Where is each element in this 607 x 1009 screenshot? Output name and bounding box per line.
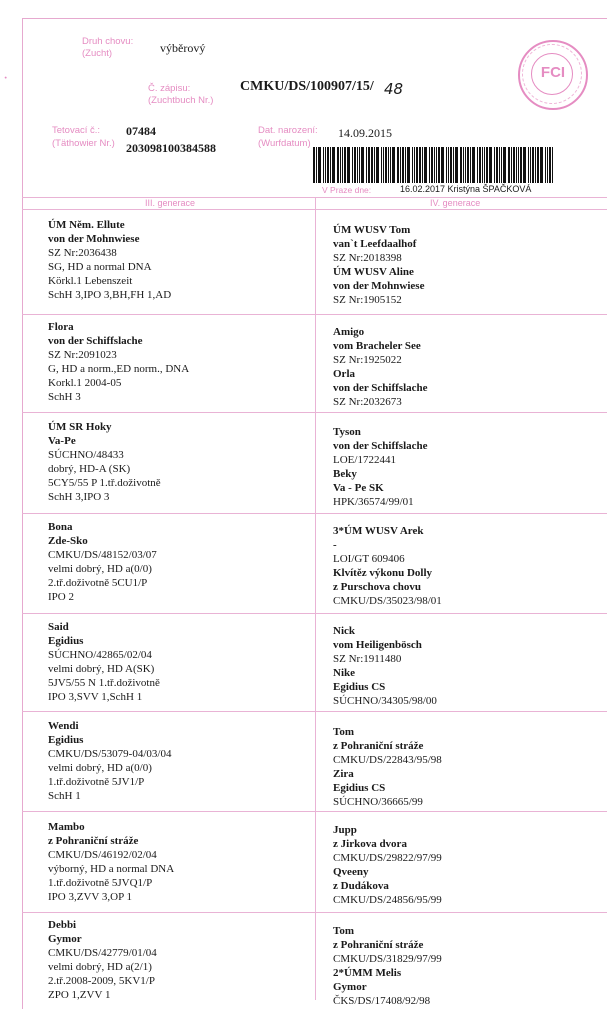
barcode (313, 147, 598, 183)
dog-detail: vom Heiligenbösch (333, 639, 422, 651)
dog-detail: velmi dobrý, HD a(0/0) (48, 563, 152, 575)
birth-label: Dat. narození: (258, 125, 318, 136)
row-divider (22, 811, 607, 812)
dog-name: ÚM WUSV Aline (333, 266, 414, 278)
left-ancestor-2 (48, 320, 189, 404)
barcode-bar (436, 147, 437, 183)
barcode-bar (354, 147, 356, 183)
barcode-bar (494, 147, 495, 183)
dog-detail: CMKU/DS/31829/97/99 (333, 953, 442, 965)
dog-name: Debbi (48, 919, 77, 931)
dog-detail: SÚCHNO/36665/99 (333, 796, 423, 808)
barcode-bar (347, 147, 350, 183)
dog-name: Bona (48, 521, 73, 533)
dog-detail: CMKU/DS/48152/03/07 (48, 549, 157, 561)
left-ancestor-7 (48, 820, 174, 904)
row-divider (22, 513, 607, 514)
dog-detail: LOI/GT 609406 (333, 553, 405, 565)
barcode-bar (414, 147, 415, 183)
barcode-bar (402, 147, 404, 183)
barcode-bar (359, 147, 360, 183)
right-ancestor-7 (333, 823, 442, 907)
dog-detail: CMKU/DS/53079-04/03/04 (48, 748, 172, 760)
barcode-bar (530, 147, 531, 183)
right-ancestor-6 (333, 725, 442, 809)
dog-name: Nike (333, 667, 355, 679)
dog-detail: výborný, HD a normal DNA (48, 863, 175, 875)
barcode-bar (412, 147, 413, 183)
barcode-bar (450, 147, 452, 183)
barcode-bar (455, 147, 458, 183)
dog-detail: CMKU/DS/22843/95/98 (333, 754, 442, 766)
barcode-bar (552, 147, 553, 183)
barcode-bar (385, 147, 387, 183)
gen3-label: III. generace (145, 198, 196, 208)
barcode-bar (465, 147, 466, 183)
barcode-bar (479, 147, 481, 183)
dog-name: Beky (333, 468, 357, 480)
barcode-bar (470, 147, 471, 183)
dog-detail: HPK/36574/99/01 (333, 496, 414, 508)
barcode-bar (438, 147, 440, 183)
barcode-bar (518, 147, 519, 183)
dog-detail: SchH 3,IPO 3 (48, 491, 110, 503)
dog-name: Nick (333, 625, 355, 637)
barcode-bar (381, 147, 382, 183)
dog-detail: SG, HD a normal DNA (48, 261, 152, 273)
barcode-bar (325, 147, 326, 183)
left-ancestor-5 (48, 620, 160, 704)
barcode-bar (463, 147, 464, 183)
tattoo-label: Tetovací č.: (52, 125, 101, 136)
barcode-bar (368, 147, 370, 183)
dog-name: Said (48, 621, 69, 633)
dog-detail: von der Schiffslache (48, 335, 143, 347)
dog-detail: 1.tř.doživotně 5JV1/P (48, 776, 145, 788)
right-ancestor-8 (333, 924, 442, 1008)
barcode-bar (453, 147, 454, 183)
dog-detail: Körkl.1 Lebenszeit (48, 275, 133, 287)
dog-name: ÚM Něm. Ellute (48, 219, 125, 231)
dog-detail: SZ Nr:2091023 (48, 349, 117, 361)
dog-detail: von der Schiffslache (333, 382, 428, 394)
dog-detail: SchH 1 (48, 790, 81, 802)
left-ancestor-8 (48, 918, 157, 1002)
barcode-bar (330, 147, 331, 183)
dog-detail: Egidius (48, 635, 84, 647)
studbook-handwritten: 48 (384, 80, 404, 98)
right-ancestor-1 (333, 223, 424, 307)
dog-detail: von der Mohnwiese (333, 280, 425, 292)
dog-detail: CMKU/DS/24856/95/99 (333, 894, 442, 906)
dog-detail: vom Bracheler See (333, 340, 421, 352)
barcode-bar (547, 147, 548, 183)
barcode-bar (400, 147, 401, 183)
dog-name: Jupp (333, 824, 357, 836)
barcode-bar (383, 147, 384, 183)
dog-detail: 5JV5/55 N 1.tř.doživotně (48, 677, 160, 689)
barcode-bar (407, 147, 410, 183)
dog-detail: CMKU/DS/29822/97/99 (333, 852, 442, 864)
dog-detail: van`t Leefdaalhof (333, 238, 417, 250)
barcode-bar (416, 147, 418, 183)
barcode-bar (392, 147, 395, 183)
dog-detail: Va - Pe SK (333, 482, 384, 494)
dog-name: Mambo (48, 821, 85, 833)
dog-name: Tom (333, 925, 354, 937)
dog-name: Orla (333, 368, 355, 380)
dog-detail: z Pohraniční stráže (333, 740, 424, 752)
dog-name: Flora (48, 321, 74, 333)
barcode-bar (388, 147, 389, 183)
barcode-bar (342, 147, 343, 183)
barcode-bar (467, 147, 469, 183)
dog-detail: - (333, 539, 337, 551)
dog-detail: CMKU/DS/35023/98/01 (333, 595, 442, 607)
right-ancestor-4 (333, 524, 442, 608)
dog-detail: SZ Nr:1925022 (333, 354, 402, 366)
dog-name: ÚM WUSV Tom (333, 224, 411, 236)
breed-label: Druh chovu: (82, 36, 134, 47)
dog-detail: 2.tř.2008-2009, 5KV1/P (48, 975, 155, 987)
dog-name: Klvítěz výkonu Dolly (333, 567, 433, 579)
barcode-bar (397, 147, 399, 183)
dog-detail: SZ Nr:2036438 (48, 247, 117, 259)
left-ancestor-4 (48, 520, 157, 604)
barcode-bar (537, 147, 539, 183)
barcode-bar (366, 147, 367, 183)
barcode-bar (327, 147, 329, 183)
column-divider (315, 197, 316, 1000)
dog-detail: von der Schiffslache (333, 440, 428, 452)
barcode-bar (318, 147, 321, 183)
barcode-bar (337, 147, 339, 183)
barcode-bar (499, 147, 500, 183)
dog-detail: Gymor (333, 981, 367, 993)
barcode-bar (434, 147, 435, 183)
scan-mark: · (3, 70, 9, 87)
dog-detail: Egidius CS (333, 782, 386, 794)
barcode-bar (489, 147, 492, 183)
dog-detail: IPO 3,ZVV 3,OP 1 (48, 891, 133, 903)
dog-name: Tom (333, 726, 354, 738)
dog-name: Wendi (48, 720, 79, 732)
dog-detail: Gymor (48, 933, 82, 945)
dog-detail: ZPO 1,ZVV 1 (48, 989, 111, 1001)
tattoo-value: 07484 (126, 124, 156, 138)
barcode-bar (332, 147, 335, 183)
breed-label-de: (Zucht) (82, 48, 113, 59)
dog-detail: z Dudákova (333, 880, 389, 892)
dog-detail: CMKU/DS/46192/02/04 (48, 849, 157, 861)
left-ancestor-6 (48, 719, 171, 803)
row-divider (22, 412, 607, 413)
barcode-bar (361, 147, 364, 183)
barcode-bar (313, 147, 315, 183)
dog-detail: z Pohraniční stráže (48, 835, 139, 847)
dog-detail: IPO 2 (48, 591, 74, 603)
dog-detail: G, HD a norm.,ED norm., DNA (48, 363, 190, 375)
dog-detail: SÚCHNO/34305/98/00 (333, 695, 437, 707)
barcode-bar (472, 147, 475, 183)
barcode-bar (482, 147, 483, 183)
barcode-bar (503, 147, 506, 183)
barcode-bar (535, 147, 536, 183)
dog-detail: SÚCHNO/48433 (48, 449, 124, 461)
barcode-bar (513, 147, 515, 183)
row-divider (22, 912, 607, 913)
dog-detail: z Purschova chovu (333, 581, 421, 593)
dog-detail: Korkl.1 2004-05 (48, 377, 122, 389)
dog-detail: 5CY5/55 P 1.tř.doživotně (48, 477, 161, 489)
dog-detail: Egidius CS (333, 681, 386, 693)
dog-detail: Va-Pe (48, 435, 76, 447)
barcode-bar (344, 147, 346, 183)
barcode-bar (516, 147, 517, 183)
dog-detail: von der Mohnwiese (48, 233, 140, 245)
dog-detail: SZ Nr:2018398 (333, 252, 402, 264)
barcode-bar (523, 147, 526, 183)
dog-name: Zira (333, 768, 354, 780)
dog-detail: velmi dobrý, HD A(SK) (48, 663, 155, 675)
barcode-bar (390, 147, 391, 183)
dog-name: Tyson (333, 426, 361, 438)
fci-seal (518, 40, 588, 110)
barcode-bar (540, 147, 543, 183)
birth-label-de: (Wurfdatum) (258, 138, 311, 149)
left-ancestor-1 (48, 218, 171, 302)
barcode-bar (429, 147, 430, 183)
studbook-label-de: (Zuchtbuch Nr.) (148, 95, 214, 106)
barcode-bar (441, 147, 444, 183)
dog-detail: SchH 3,IPO 3,BH,FH 1,AD (48, 289, 172, 301)
barcode-bar (357, 147, 358, 183)
dog-detail: Egidius (48, 734, 84, 746)
dog-detail: velmi dobrý, HD a(0/0) (48, 762, 152, 774)
right-ancestor-2 (333, 325, 428, 409)
dog-detail: IPO 3,SVV 1,SchH 1 (48, 691, 143, 703)
barcode-bar (419, 147, 421, 183)
dog-detail: SÚCHNO/42865/02/04 (48, 649, 152, 661)
barcode-bar (371, 147, 373, 183)
dog-name: 3*ÚM WUSV Arek (333, 525, 424, 537)
tattoo-label-de: (Täthowier Nr.) (52, 138, 115, 149)
dog-detail: 2.tř.doživotně 5CU1/P (48, 577, 148, 589)
barcode-bar (511, 147, 512, 183)
chip-value: 203098100384588 (126, 141, 216, 155)
fci-seal-text: FCI (540, 64, 566, 81)
barcode-bar (545, 147, 546, 183)
barcode-bar (431, 147, 433, 183)
barcode-bar (340, 147, 341, 183)
dog-detail: CMKU/DS/42779/01/04 (48, 947, 157, 959)
barcode-bar (532, 147, 534, 183)
issued-label: V Praze dne: (322, 185, 372, 195)
dog-detail: SZ Nr:1905152 (333, 294, 402, 306)
dog-detail: z Jirkova dvora (333, 838, 407, 850)
barcode-bar (484, 147, 485, 183)
row-divider (22, 711, 607, 712)
right-ancestor-3 (333, 425, 428, 509)
barcode-bar (316, 147, 317, 183)
dog-detail: dobrý, HD-A (SK) (48, 463, 131, 475)
barcode-bar (446, 147, 447, 183)
breed-value: výběrový (160, 41, 206, 55)
left-ancestor-3 (48, 420, 161, 504)
dog-detail: z Pohraniční stráže (333, 939, 424, 951)
dog-detail: LOE/1722441 (333, 454, 396, 466)
birth-value: 14.09.2015 (338, 126, 392, 140)
barcode-bar (508, 147, 510, 183)
row-divider (22, 314, 607, 315)
dog-detail: Zde-Sko (48, 535, 88, 547)
dog-detail: velmi dobrý, HD a(2/1) (48, 961, 152, 973)
dog-detail: 1.tř.doživotně 5JVQ1/P (48, 877, 153, 889)
dog-name: Amigo (333, 326, 365, 338)
dog-detail: ČKS/DS/17408/92/98 (333, 995, 431, 1007)
right-ancestor-5 (333, 624, 437, 708)
dog-name: ÚM SR Hoky (48, 421, 112, 433)
barcode-bar (520, 147, 522, 183)
studbook-value: CMKU/DS/100907/15/ (240, 79, 374, 94)
barcode-bar (496, 147, 498, 183)
barcode-bar (448, 147, 449, 183)
barcode-bar (405, 147, 406, 183)
dog-name: 2*ÚMM Melis (333, 967, 402, 979)
barcode-bar (486, 147, 488, 183)
barcode-bar (422, 147, 423, 183)
barcode-bar (376, 147, 379, 183)
dog-detail: SchH 3 (48, 391, 81, 403)
barcode-bar (352, 147, 353, 183)
barcode-bar (460, 147, 462, 183)
barcode-bar (477, 147, 478, 183)
barcode-bar (374, 147, 375, 183)
barcode-bar (424, 147, 427, 183)
issued-value: 16.02.2017 Kristýna ŠPAČKOVÁ (400, 184, 532, 194)
barcode-bar (501, 147, 502, 183)
barcode-bar (528, 147, 529, 183)
gen4-label: IV. generace (430, 198, 481, 208)
dog-detail: SZ Nr:1911480 (333, 653, 402, 665)
row-divider (22, 613, 607, 614)
dog-detail: SZ Nr:2032673 (333, 396, 402, 408)
dog-name: Qveeny (333, 866, 369, 878)
barcode-bar (549, 147, 551, 183)
studbook-label: Č. zápisu: (148, 83, 191, 94)
barcode-bar (323, 147, 324, 183)
